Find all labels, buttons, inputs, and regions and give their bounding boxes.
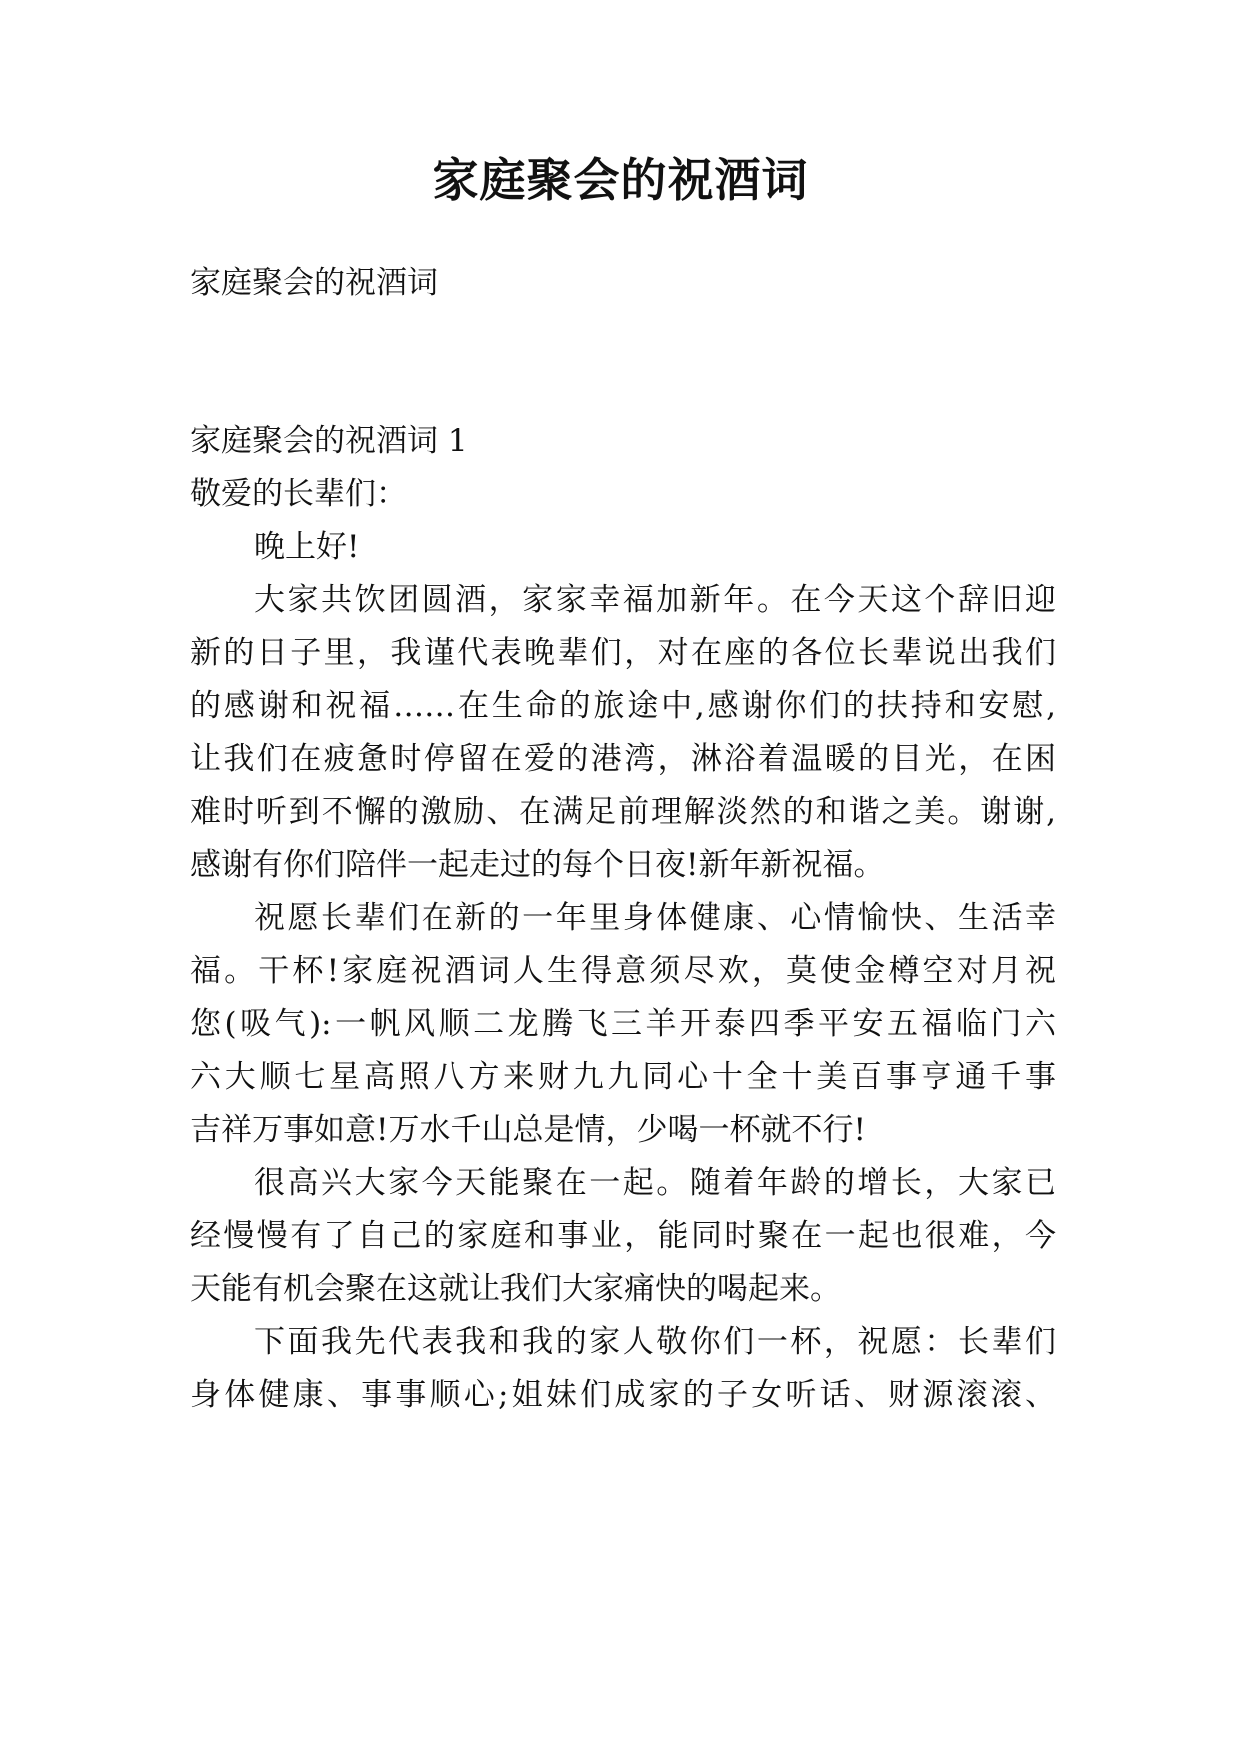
paragraph4-line: 身体健康、事事顺心;姐妹们成家的子女听话、财源滚滚、 (190, 1377, 1056, 1413)
paragraph2-line: 吉祥万事如意!万水千山总是情，少喝一杯就不行! (190, 1112, 866, 1148)
paragraph2-line: 六大顺七星高照八方来财九九同心十全十美百事亨通千事 (190, 1059, 1056, 1095)
paragraph4-line: 下面我先代表我和我的家人敬你们一杯，祝愿：长辈们 (254, 1324, 1056, 1360)
paragraph2-line: 福。干杯!家庭祝酒词人生得意须尽欢，莫使金樽空对月祝 (190, 953, 1056, 989)
paragraph2-line: 您(吸气):一帆风顺二龙腾飞三羊开泰四季平安五福临门六 (190, 1006, 1056, 1042)
salutation: 敬爱的长辈们： (190, 476, 407, 512)
paragraph2-line: 祝愿长辈们在新的一年里身体健康、心情愉快、生活幸 (254, 900, 1056, 936)
paragraph3-line: 天能有机会聚在这就让我们大家痛快的喝起来。 (190, 1271, 841, 1307)
paragraph3-line: 经慢慢有了自己的家庭和事业，能同时聚在一起也很难，今 (190, 1218, 1056, 1254)
paragraph1-line: 大家共饮团圆酒，家家幸福加新年。在今天这个辞旧迎 (254, 582, 1056, 618)
paragraph3-line: 很高兴大家今天能聚在一起。随着年龄的增长，大家已 (254, 1165, 1056, 1201)
section-heading: 家庭聚会的祝酒词 1 (190, 423, 468, 459)
greeting: 晚上好! (254, 529, 360, 565)
paragraph1-line: 让我们在疲惫时停留在爱的港湾，淋浴着温暖的目光，在困 (190, 741, 1056, 777)
paragraph1-line: 难时听到不懈的激励、在满足前理解淡然的和谐之美。谢谢, (190, 794, 1056, 830)
document-subtitle: 家庭聚会的祝酒词 (190, 265, 438, 301)
paragraph1-line: 新的日子里，我谨代表晚辈们，对在座的各位长辈说出我们 (190, 635, 1056, 671)
paragraph1-line: 感谢有你们陪伴一起走过的每个日夜!新年新祝福。 (190, 847, 885, 883)
document-title: 家庭聚会的祝酒词 (432, 153, 809, 207)
paragraph1-line: 的感谢和祝福……在生命的旅途中,感谢你们的扶持和安慰, (190, 688, 1056, 724)
